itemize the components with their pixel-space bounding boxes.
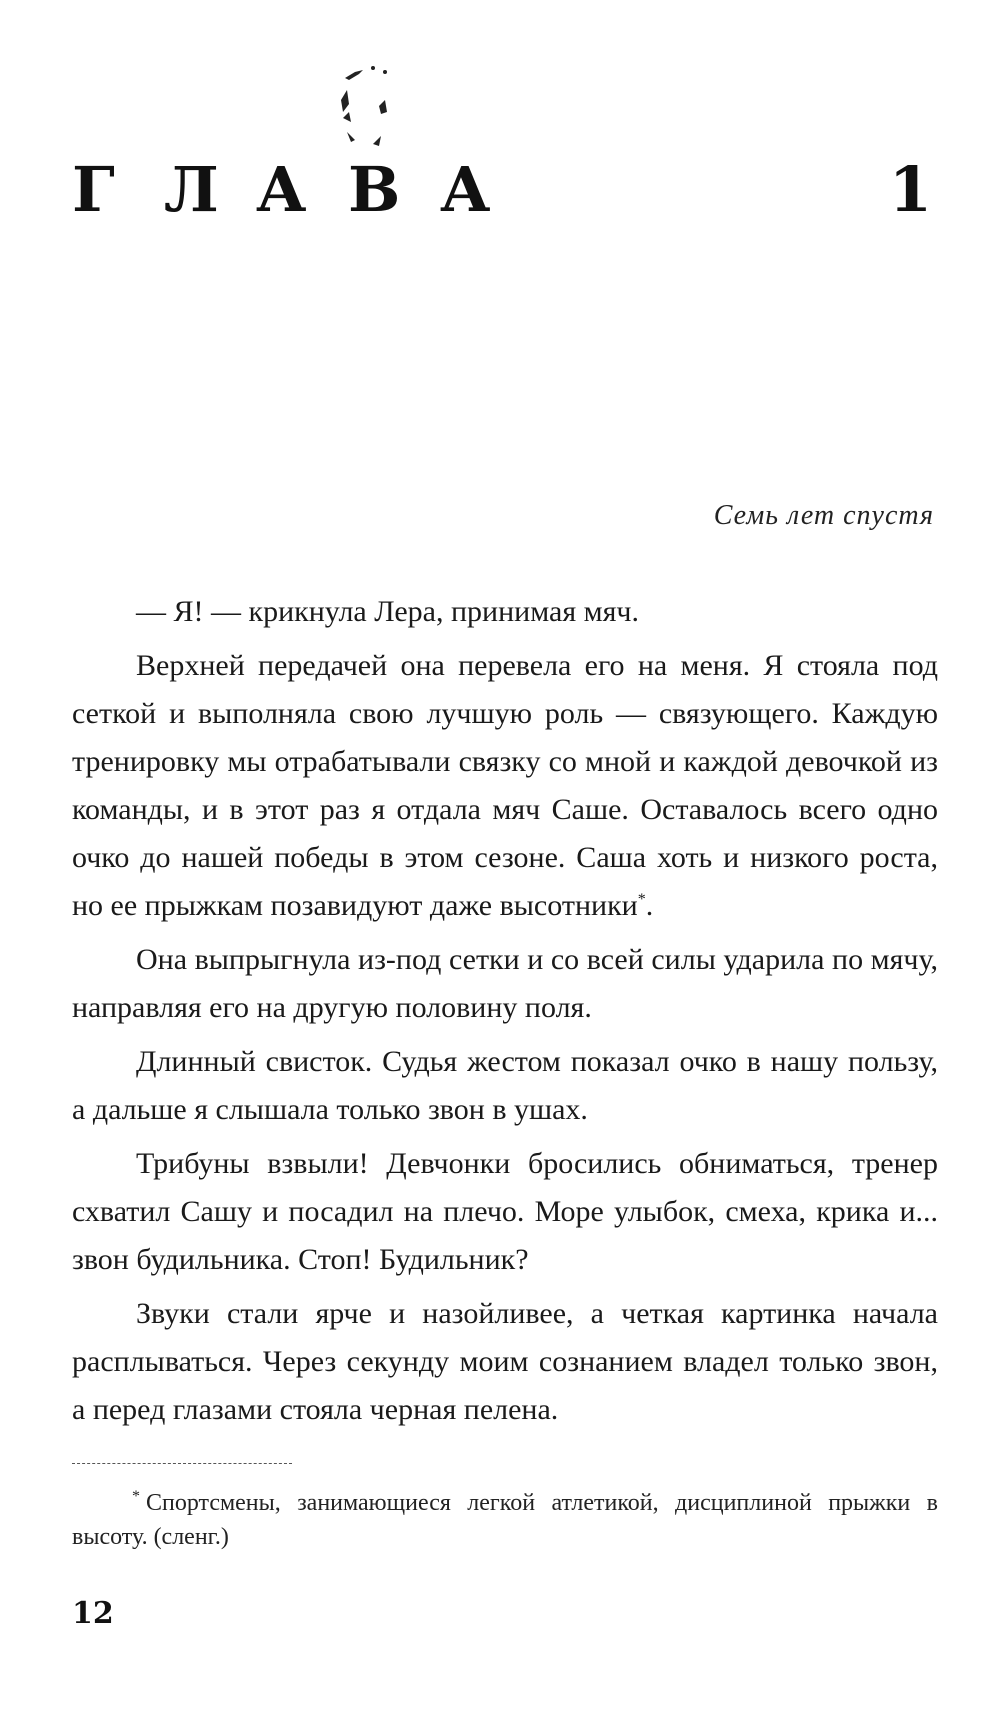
chapter-number: 1: [888, 153, 932, 226]
chapter-letter: А: [440, 153, 491, 226]
paragraph: Длинный свисток. Судья жестом показал очко в нашу пользу, а дальше я слышала только звон в ушах.: [72, 1045, 938, 1126]
paragraph-end: .: [645, 889, 654, 922]
chapter-heading: [72, 150, 932, 230]
paragraph: Трибуны взвыли! Девчонки бросились обниматься, тренер схватил Сашу и посадил на плечо. Море улыбок, смеха, крика и... звон будильника. Стоп! Будильник?: [72, 1147, 938, 1276]
chapter-letter: В: [348, 153, 401, 226]
footnote-marker: *: [132, 1488, 140, 1505]
footnote-reference[interactable]: *: [637, 891, 646, 908]
chapter-letter: Л: [164, 153, 219, 226]
chapter-letter: А: [256, 153, 307, 226]
paragraph: [72, 642, 938, 930]
footnote-text: Спортсмены, занимающиеся легкой атлетикой, дисциплиной прыжки в высоту. (сленг.): [72, 1490, 938, 1550]
chapter-letter: Г: [72, 153, 115, 226]
paragraph: Она выпрыгнула из-под сетки и со всей силы ударила по мячу, направляя его на другую половину поля.: [72, 943, 938, 1024]
chapter-body: [72, 588, 938, 1440]
paragraph-text: Верхней передачей она перевела его на меня. Я стояла под сеткой и выполняла свою лучшую роль — связующего. Каждую тренировку мы отрабатывали связку со мной и каждой девочкой из команды, и в этот раз я отдала мяч Саше. Оставалось всего одно очко до нашей победы в этом сезоне. Саша хоть и низкого роста, но ее прыжкам позавидуют даже высотники: [72, 649, 938, 922]
footnote-divider: [72, 1463, 292, 1464]
footnote: [72, 1486, 938, 1554]
chapter-title: [72, 150, 532, 230]
epigraph: Семь лет спустя: [713, 500, 934, 531]
paragraph: — Я! — крикнула Лера, принимая мяч.: [136, 595, 639, 628]
paragraph: Звуки стали ярче и назойливее, а четкая картинка начала расплываться. Через секунду моим сознанием владел только звон, а перед глазами стояла черная пелена.: [72, 1297, 938, 1426]
page-number: 12: [72, 1596, 114, 1631]
ornament-icon: [333, 60, 413, 160]
